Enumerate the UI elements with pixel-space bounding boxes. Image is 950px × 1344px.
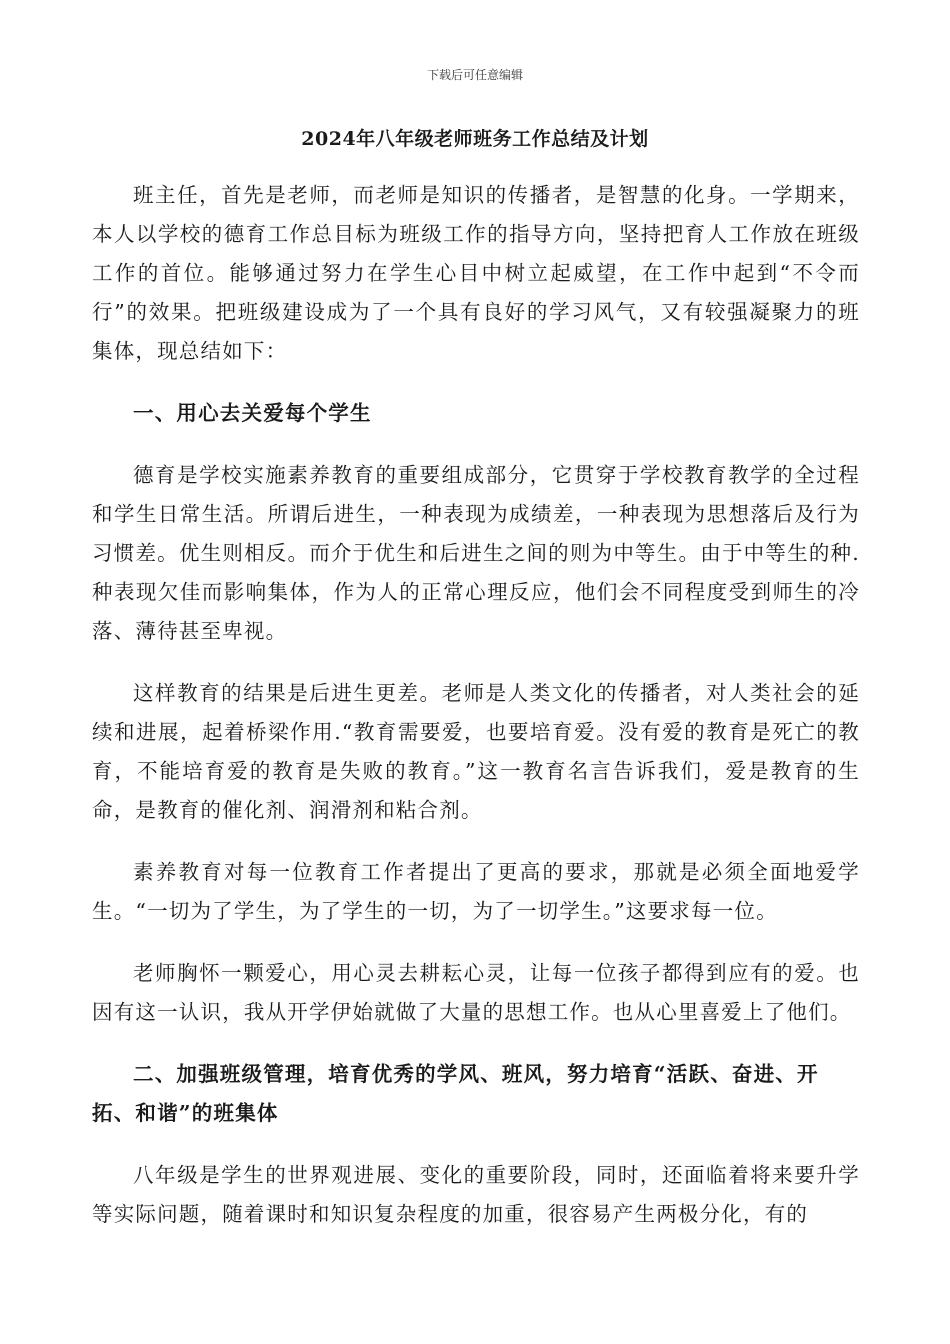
document-body — [92, 176, 860, 1257]
section-heading-1: 一、用心去关爱每个学生 — [133, 401, 372, 425]
paragraph-moral-education: 德育是学校实施素养教育的重要组成部分，它贯穿于学校教育教学的全过程和学生日常生活。所谓后进生，一种表现为成绩差，一种表现为思想落后及行为习惯差。优生则相反。而介于优生和后进生之间的则为中等生。由于中等生的种.种表现欠佳而影响集体，作为人的正常心理反应，他们会不同程度受到师生的冷落、薄待甚至卑视。 — [92, 463, 860, 643]
paragraph-intro: 班主任，首先是老师，而老师是知识的传播者，是智慧的化身。一学期来，本人以学校的德育工作总目标为班级工作的指导方向，坚持把育人工作放在班级工作的首位。能够通过努力在学生心目中树立起威望，在工作中起到“不令而行”的效果。把班级建设成为了一个具有良好的学习风气，又有较强凝聚力的班集体，现总结如下： — [92, 183, 860, 363]
document-title: 2024年八年级老师班务工作总结及计划 — [301, 128, 649, 150]
paragraph-education-result: 这样教育的结果是后进生更差。老师是人类文化的传播者，对人类社会的延续和进展，起着桥梁作用.“教育需要爱，也要培育爱。没有爱的教育是死亡的教育，不能培育爱的教育是失败的教育。”这一教育名言告诉我们，爱是教育的生命，是教育的催化剂、润滑剂和粘合剂。 — [92, 681, 860, 822]
paragraph-quality-education: 素养教育对每一位教育工作者提出了更高的要求，那就是必须全面地爱学生。“一切为了学生，为了学生的一切，为了一切学生。”这要求每一位。 — [92, 860, 860, 923]
paragraph-grade-eight: 八年级是学生的世界观进展、变化的重要阶段，同时，还面临着将来要升学等实际问题，随着课时和知识复杂程度的加重，很容易产生两极分化，有的 — [92, 1163, 860, 1226]
section-heading-2: 二、加强班级管理，培育优秀的学风、班风，努力培育“活跃、奋进、开拓、和谐”的班集体 — [92, 1062, 819, 1125]
header-note: 下载后可任意编辑 — [426, 68, 523, 82]
paragraph-teacher-love: 老师胸怀一颗爱心，用心灵去耕耘心灵，让每一位孩子都得到应有的爱。也因有这一认识，我从开学伊始就做了大量的思想工作。也从心里喜爱上了他们。 — [92, 961, 860, 1024]
